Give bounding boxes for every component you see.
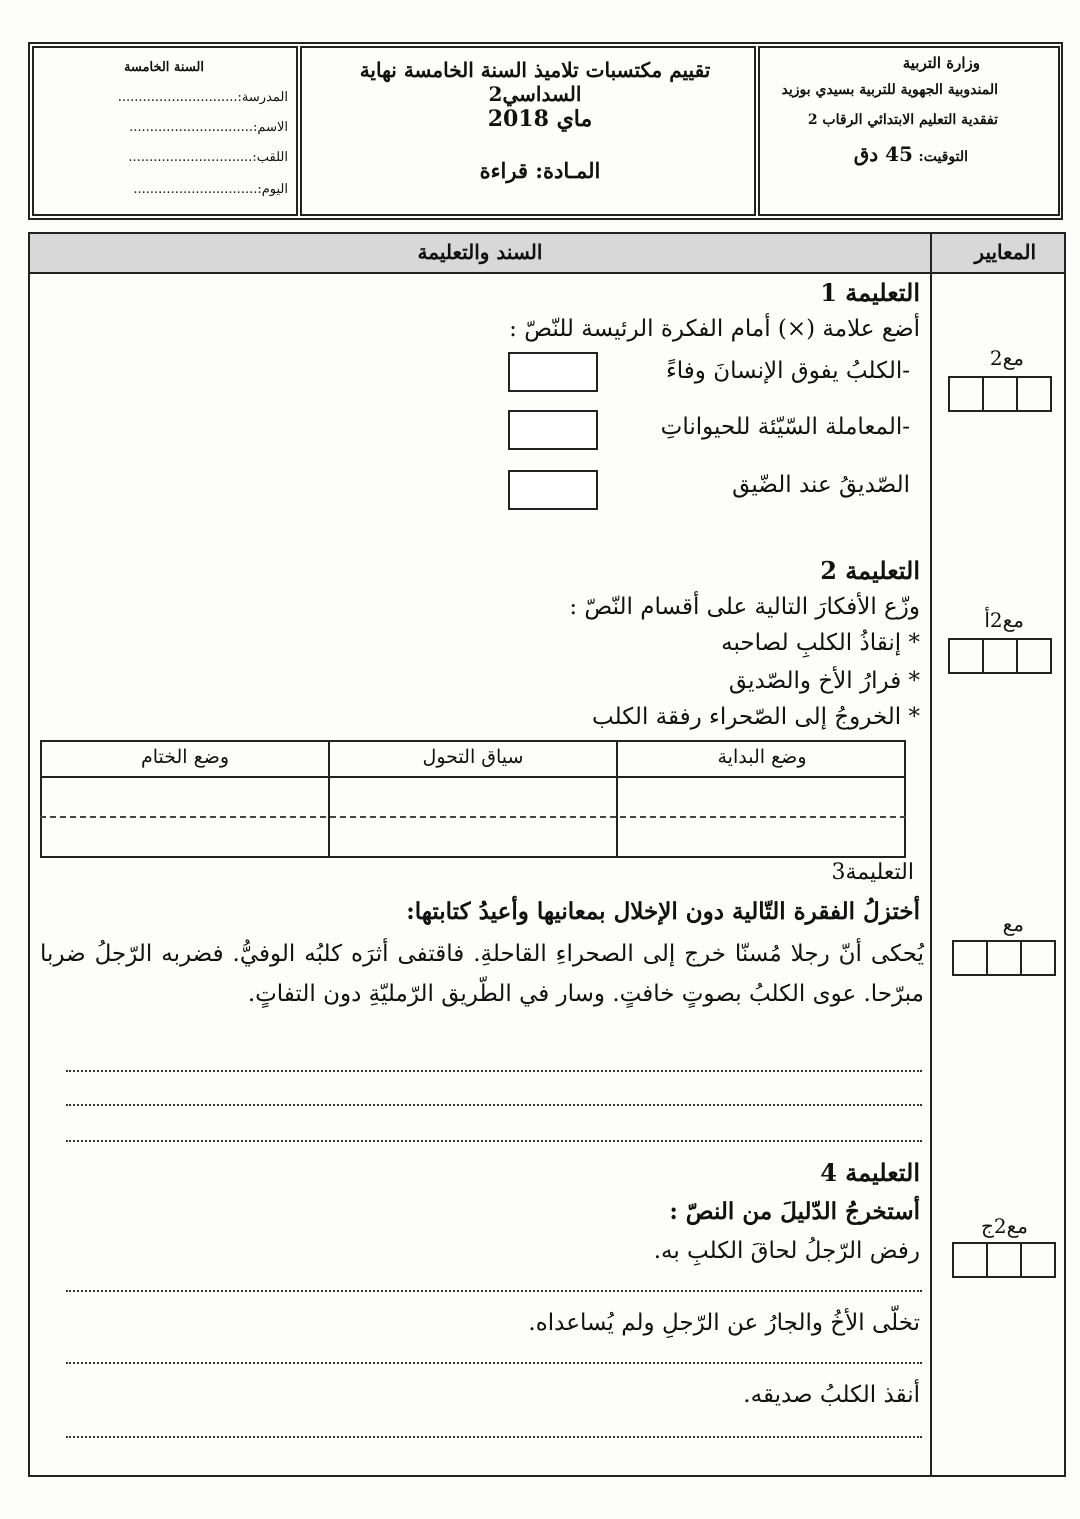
- q2-idea-3: * الخروجُ إلى الصّحراء رفقة الكلب: [592, 704, 920, 730]
- school-field: المدرسة:.............................: [117, 90, 288, 105]
- q3-passage: يُحكى أنّ رجلا مُسنّا خرج إلى الصحراءِ القاحلةِ. فاقتفى أثرَه كلبُه الوفيُّ. فضربه الرّجلُ ضربا مبرّحا. عوى الكلبُ بصوتٍ خافتٍ. وسار في الطّريق الرّمليّةِ دون التفاتٍ.: [40, 941, 924, 1007]
- exam-title: تقييم مكتسبات تلاميذ السنة الخامسة نهاية السداسي2: [359, 58, 711, 106]
- support-header: السند والتعليمة: [417, 240, 543, 264]
- inspectorate: تفقدية التعليم الابتدائي الرقاب 2: [807, 112, 998, 128]
- q4-answer-line-3[interactable]: [66, 1436, 922, 1438]
- q1-option-2: -المعاملة السّيّئة للحيواناتِ: [660, 414, 910, 440]
- q3-score-box[interactable]: [952, 940, 1056, 976]
- name-field: الاسم:..............................: [129, 120, 288, 135]
- q1-checkbox-1[interactable]: [508, 352, 598, 392]
- q1-checkbox-3[interactable]: [508, 470, 598, 510]
- q2-table-row-line-1: [40, 776, 906, 778]
- q2-instruction: وزّع الأفكارَ التالية على أقسام النّصّ :: [569, 594, 920, 620]
- q2-col-start: وضع البداية: [717, 746, 807, 768]
- q2-idea-1: * إنقاذُ الكلبِ لصاحبه: [721, 630, 920, 656]
- q1-score-box[interactable]: [948, 376, 1052, 412]
- q2-idea-2: * فرارُ الأخ والصّديق: [728, 668, 920, 694]
- q2-col-end: وضع الختام: [140, 746, 230, 768]
- directorate: المندوبية الجهوية للتربية بسيدي بوزيد: [781, 82, 998, 98]
- q4-answer-line-1[interactable]: [66, 1290, 922, 1292]
- q4-title: التعليمة 4: [820, 1158, 920, 1187]
- criteria-header: المعايير: [974, 240, 1036, 264]
- q4-criterion: مع2ج: [980, 1214, 1028, 1238]
- q1-checkbox-2[interactable]: [508, 410, 598, 450]
- q4-item-2: تخلّى الأخُ والجارُ عن الرّجلِ ولم يُساعداه.: [528, 1310, 920, 1336]
- q4-score-box[interactable]: [952, 1242, 1056, 1278]
- table-header-divider: [30, 272, 1064, 274]
- q3-answer-line-1[interactable]: [66, 1070, 922, 1072]
- q2-criterion: مع2أ: [984, 608, 1024, 632]
- q2-score-box[interactable]: [948, 638, 1052, 674]
- q4-item-1: رفض الرّجلُ لحاقَ الكلبِ به.: [653, 1238, 920, 1264]
- q3-title: التعليمة3: [831, 860, 914, 885]
- q4-item-3: أنقذ الكلبُ صديقه.: [743, 1382, 920, 1408]
- grade-label: السنة الخامسة: [123, 60, 204, 75]
- q1-criterion: مع2: [989, 346, 1024, 370]
- q3-criterion: مع: [1002, 912, 1024, 936]
- duration: [854, 142, 968, 166]
- q2-title: التعليمة 2: [820, 556, 920, 585]
- duration-value: 45 دق: [853, 142, 913, 166]
- q3-answer-line-2[interactable]: [66, 1104, 922, 1106]
- surname-field: اللقب:..............................: [128, 150, 288, 165]
- q1-instruction: أضع علامة (×) أمام الفكرة الرئيسة للنّصّ :: [509, 316, 920, 342]
- exam-date: ماي 2018: [487, 106, 593, 132]
- q4-instruction: أستخرجُ الدّليلَ من النصّ :: [669, 1198, 920, 1225]
- q1-option-3: الصّديقُ عند الضّيق: [732, 472, 910, 498]
- day-field: اليوم:..............................: [133, 182, 288, 197]
- q3-instruction: أختزلُ الفقرة التّالية دون الإخلال بمعانيها وأعيدُ كتابتها:: [406, 898, 920, 925]
- q4-answer-line-2[interactable]: [66, 1362, 922, 1364]
- ministry: وزارة التربية: [902, 54, 980, 72]
- q2-col-turn: سياق التحول: [422, 746, 524, 768]
- q1-option-1: -الكلبُ يفوق الإنسانَ وفاءً: [665, 358, 910, 384]
- q2-table-row-line-2: [40, 816, 906, 818]
- q3-answer-line-3[interactable]: [66, 1140, 922, 1142]
- duration-label: التوقيت:: [918, 149, 968, 165]
- q1-title: التعليمة 1: [820, 278, 920, 307]
- criteria-column-divider: [930, 234, 932, 1475]
- exam-subject: المـادة: قراءة: [479, 158, 601, 183]
